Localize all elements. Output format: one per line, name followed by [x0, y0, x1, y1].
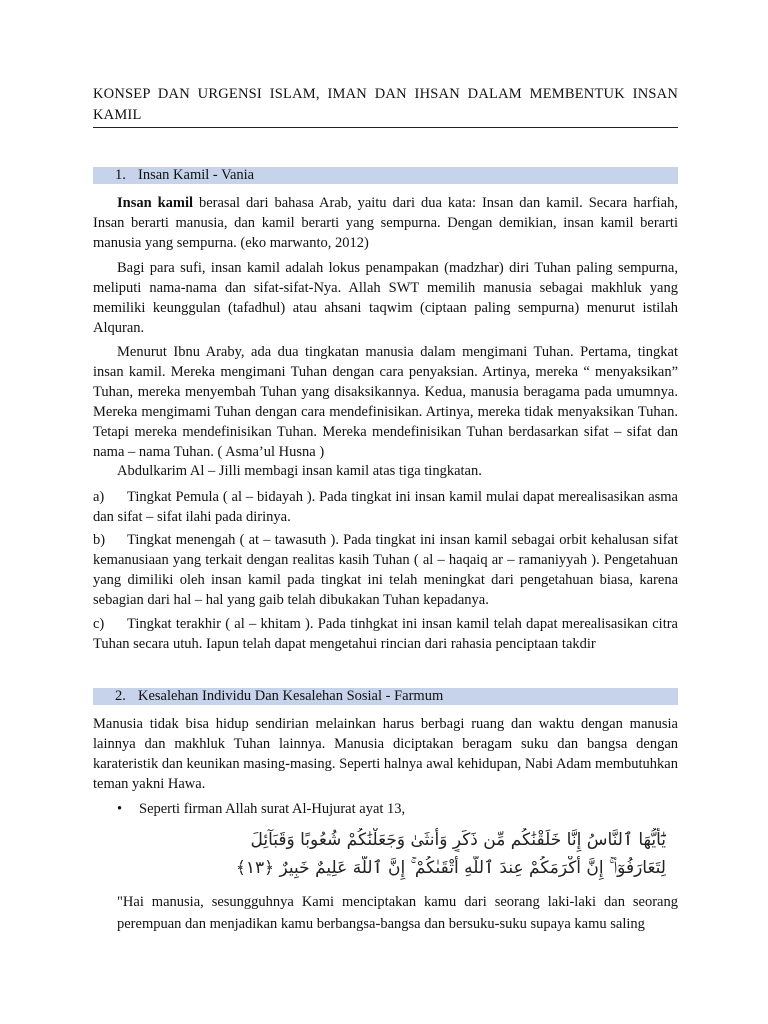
bullet-item [117, 799, 677, 819]
list-item-c [93, 614, 678, 654]
list-text-c: Tingkat terakhir ( al – khitam ). Pada tinhgkat ini insan kamil telah dapat merealisasikan citra Tuhan secara utuh. Iapun telah dapat mengetahui rincian dari rahasia penciptaan takdir [93, 616, 678, 652]
list-label-a: a) [93, 489, 105, 505]
paragraph-ibnu-araby: Menurut Ibnu Araby, ada dua tingkatan manusia dalam mengimani Tuhan. Pertama, tingkat insan kamil. Mereka mengimani Tuhan dengan cara penyaksian. Artinya, mereka “ menyaksikan” Tuhan, mereka menyembah Tuhan yang disaksikannya. Kedua, manusia beragama pada umumnya. Mereka mengimami Tuhan dengan cara mendefinisikan. Artinya, mereka tidak menyaksikan Tuhan. Tetapi mereka mendefinisikan Tuhan. Mereka mendefinisikan Tuhan berdasarkan sifat – sifat dan nama – nama Tuhan. ( Asma’ul Husna ) [93, 344, 678, 460]
list-item-b [93, 530, 678, 610]
definition-text: berasal dari bahasa Arab, yaitu dari dua kata: Insan dan kamil. Secara harfiah, Insan berarti manusia, dan kamil berarti yang sempurna. Dengan demikian, insan kamil berarti manusia yang sempurna. (eko marwanto, 2012) [93, 195, 678, 251]
paragraph-sufi-view: Bagi para sufi, insan kamil adalah lokus penampakan (madzhar) diri Tuhan paling sempurna, meliputi nama-nama dan sifat-sifat-Nya. Allah SWT memilih manusia sebagai makhluk yang memiliki keunggulan (tafadhul) atau ahsani taqwim (ciptaan paling sempurna) menurut istilah Alquran. [93, 260, 678, 336]
section-2-number: 2. [115, 688, 126, 704]
list-label-c: c) [93, 616, 105, 632]
list-text-b: Tingkat menengah ( at – tawasuth ). Pada tingkat ini insan kamil sebagai orbit kehalusan sifat kemanusiaan yang terkait dengan realitas kasih Tuhan ( al – haqaiq ar – ramaniyyah ). Pengetahuan yang dimiliki oleh insan kamil pada tingkat ini telah meningkat dari pengetahuan biasa, karena sebagian dari hal – hal yang gaib telah dibukakan Tuhan kepadanya. [93, 532, 678, 608]
title-underline [93, 127, 678, 128]
section-2-heading [93, 688, 678, 705]
term-insan-kamil: Insan kamil [117, 195, 194, 211]
arabic-verse-line-2: لِتَعَارَفُوٓا۟ ۚ إِنَّ أَكْرَمَكُمْ عِندَ ٱللَّهِ أَتْقَىٰكُمْ ۚ إِنَّ ٱللَّهَ عَلِيمٌ خَبِيرٌ ﴿١٣﴾ [235, 858, 666, 878]
document-title: KONSEP DAN URGENSI ISLAM, IMAN DAN IHSAN DALAM MEMBENTUK INSAN KAMIL [93, 86, 678, 123]
arabic-verse [118, 826, 678, 882]
list-item-a [93, 487, 678, 527]
verse-translation: "Hai manusia, sesungguhnya Kami menciptakan kamu dari seorang laki-laki dan seorang perempuan dan menjadikan kamu berbangsa-bangsa dan bersuku-suku supaya kamu saling [117, 894, 678, 932]
bullet-icon: • [117, 801, 123, 817]
section-1-title: Insan Kamil - Vania [138, 167, 255, 183]
section-2-title: Kesalehan Individu Dan Kesalehan Sosial - Farmum [138, 688, 444, 704]
section-1-number: 1. [115, 167, 126, 183]
section-1-heading [93, 167, 678, 184]
paragraph-insan-kamil-definition [93, 193, 678, 253]
arabic-verse-line-1: يَٰٓأَيُّهَا ٱلنَّاسُ إِنَّا خَلَقْنَٰكُم مِّن ذَكَرٍ وَأُنثَىٰ وَجَعَلْنَٰكُمْ شُعُوبًا وَقَبَآئِلَ [250, 830, 666, 850]
paragraph-social-nature: Manusia tidak bisa hidup sendirian melainkan harus berbagi ruang dan waktu dengan manusia lainnya dan makhluk Tuhan lainnya. Manusia diciptakan beragam suku dan bangsa dengan karateristik dan keunikan masing-masing. Seperti halnya awal kehidupan, Nabi Adam membutuhkan teman yakni Hawa. [93, 716, 678, 792]
list-label-b: b) [93, 532, 106, 548]
list-text-a: Tingkat Pemula ( al – bidayah ). Pada tingkat ini insan kamil mulai dapat merealisasikan asma dan sifat – sifat ilahi pada dirinya. [93, 489, 678, 525]
paragraph-abdulkarim: Abdulkarim Al – Jilli membagi insan kamil atas tiga tingkatan. [117, 463, 482, 479]
bullet-text: Seperti firman Allah surat Al-Hujurat ayat 13, [139, 801, 406, 817]
